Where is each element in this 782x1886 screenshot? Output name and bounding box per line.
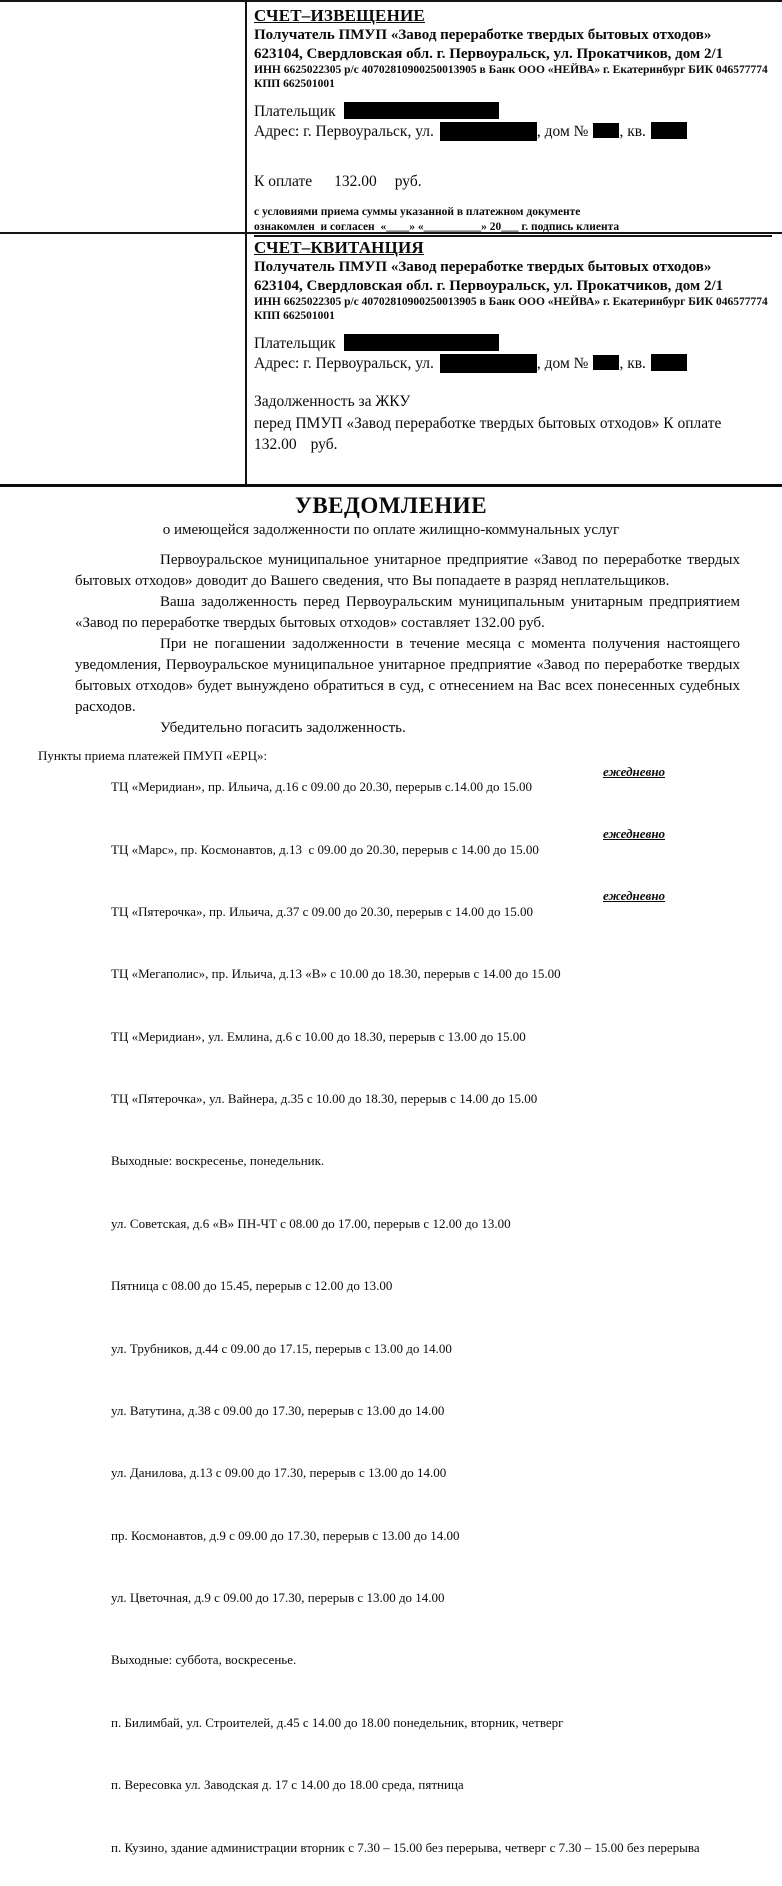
daily-schedule-note: ежедневно — [603, 888, 666, 904]
daily-schedule-note: ежедневно — [603, 763, 666, 779]
payment-point-text: ТЦ «Меридиан», пр. Ильича, д.16 с 09.00 до 20.30, перерыв с.14.00 до 15.00 — [111, 779, 533, 795]
amount-value: 132.00 — [334, 173, 377, 190]
debt-amount-row — [254, 434, 772, 456]
amount-due-row — [254, 173, 772, 191]
payment-point-row — [38, 1637, 782, 1699]
invoice-notice-content — [245, 2, 782, 232]
invoice-notice-section — [0, 2, 782, 232]
payment-point-row — [38, 1450, 782, 1512]
payment-point-text: ул. Цветочная, д.9 с 09.00 до 17.30, перерыв с 13.00 до 14.00 — [111, 1590, 445, 1606]
house-label: , дом № — [536, 355, 589, 372]
notification-title: УВЕДОМЛЕНИЕ — [294, 493, 488, 518]
redacted-apartment-number — [651, 354, 687, 371]
section-title: СЧЕТ–ИЗВЕЩЕНИЕ — [254, 6, 425, 25]
debt-amount-value: 132.00 — [254, 436, 297, 453]
notification-subtitle: о имеющейся задолженности по оплате жилищно-коммунальных услуг — [162, 522, 620, 538]
daily-schedule-note: ежедневно — [603, 825, 666, 841]
payment-point-text: Выходные: суббота, воскресенье. — [111, 1652, 297, 1668]
payment-point-text: ул. Советская, д.6 «В» ПН-ЧТ с 08.00 до 17.00, перерыв с 12.00 до 13.00 — [111, 1215, 511, 1231]
payer-row — [254, 334, 772, 354]
payment-point-row — [38, 1263, 782, 1325]
payment-point-row — [38, 1699, 782, 1761]
payment-point-row — [38, 1574, 782, 1636]
payment-point-row — [38, 826, 782, 888]
payment-point-row — [38, 1200, 782, 1262]
payment-point-row — [38, 1512, 782, 1574]
payment-point-row — [38, 1762, 782, 1824]
payment-point-row — [38, 1138, 782, 1200]
payment-point-row — [38, 1387, 782, 1449]
notification-paragraph: Первоуральское муниципальное унитарное предприятие «Завод по переработке твердых бытовых отходов» доводит до Вашего сведения, что Вы попадаете в разряд неплательщиков. — [75, 552, 740, 589]
redacted-house-number — [593, 123, 619, 138]
payer-address-prefix: Адрес: г. Первоуральск, ул. — [254, 123, 434, 140]
currency-label: руб. — [394, 173, 422, 190]
redacted-street — [440, 354, 537, 373]
payment-point-row — [38, 951, 782, 1013]
terms-signature-line: ознакомлен и согласен «____» «__________» 20___ г. подпись клиента — [254, 220, 772, 237]
payment-point-text: ТЦ «Меридиан», ул. Емлина, д.6 с 10.00 до 18.30, перерыв с 13.00 до 15.00 — [111, 1028, 526, 1044]
payer-label: Плательщик — [254, 335, 336, 352]
payment-point-row — [38, 888, 782, 950]
payment-point-row — [38, 1013, 782, 1075]
payment-point-text: Пятница с 08.00 до 15.45, перерыв с 12.00 до 13.00 — [111, 1278, 393, 1294]
payment-point-text: п. Вересовка ул. Заводская д. 17 с 14.00 до 18.00 среда, пятница — [111, 1777, 464, 1793]
invoice-receipt-section — [0, 232, 782, 487]
redacted-street — [440, 122, 537, 141]
org-address-line: 623104, Свердловская обл. г. Первоуральск, ул. Прокатчиков, дом 2/1 — [254, 278, 724, 294]
payment-point-text: п. Билимбай, ул. Строителей, д.45 с 14.00 до 18.00 понедельник, вторник, четверг — [111, 1714, 564, 1730]
notification-paragraph: При не погашении задолженности в течение месяца с момента получения настоящего уведомления, Первоуральское муниципальное унитарное предприятие «Завод по переработке твердых бытовых отходов» будет вынуждено обратиться в суд, с отнесением на Вас всех понесенных судебных расходов. — [75, 636, 740, 715]
house-label: , дом № — [536, 123, 589, 140]
payment-point-text: ТЦ «Мегаполис», пр. Ильича, д.13 «В» с 10.00 до 18.30, перерыв с 14.00 до 15.00 — [111, 966, 561, 982]
amount-label: К оплате — [254, 173, 313, 190]
debt-line-1: Задолженность за ЖКУ — [254, 393, 411, 410]
recipient-line: Получатель ПМУП «Завод переработке твердых бытовых отходов» — [254, 27, 712, 43]
payment-points-header: Пункты приема платежей ПМУП «ЕРЦ»: — [38, 748, 268, 763]
redacted-apartment-number — [651, 122, 687, 139]
section-title: СЧЕТ–КВИТАНЦИЯ — [254, 238, 424, 257]
payer-row — [254, 102, 772, 122]
apartment-label: , кв. — [619, 355, 646, 372]
payment-points-section — [0, 748, 782, 1886]
debt-block — [254, 391, 772, 456]
payment-points-list — [38, 764, 782, 1886]
invoice-receipt-content — [245, 234, 782, 484]
payment-point-text: ул. Данилова, д.13 с 09.00 до 17.30, перерыв с 13.00 до 14.00 — [111, 1465, 447, 1481]
payment-point-text: п. Кузино, здание администрации вторник с 7.30 – 15.00 без перерыва, четверг с 7.30 – 15.00 без перерыва — [111, 1839, 700, 1855]
redacted-payer-name — [344, 334, 499, 351]
notification-paragraph: Ваша задолженность перед Первоуральским муниципальным унитарным предприятием «Завод по переработке твердых бытовых отходов» составляет 132.00 руб. — [75, 594, 740, 631]
bank-details-line: ИНН 6625022305 р/с 40702810900250013905 в Банк ООО «НЕЙВА» г. Екатеринбург БИК 046577774 КПП 662501001 — [254, 296, 768, 322]
notification-paragraph: Убедительно погасить задолженность. — [160, 720, 406, 736]
payment-point-row — [38, 1325, 782, 1387]
org-address-line: 623104, Свердловская обл. г. Первоуральск, ул. Прокатчиков, дом 2/1 — [254, 46, 724, 62]
receipt-bands — [0, 0, 782, 487]
payment-point-row — [38, 1075, 782, 1137]
payment-point-text: ул. Трубников, д.44 с 09.00 до 17.15, перерыв с 13.00 до 14.00 — [111, 1340, 452, 1356]
payment-point-text: ТЦ «Пятерочка», пр. Ильича, д.37 с 09.00 до 20.30, перерыв с 14.00 до 15.00 — [111, 903, 534, 919]
terms-line-1: с условиями приема суммы указанной в платежном документе — [254, 206, 581, 218]
debt-line-2: перед ПМУП «Завод переработке твердых бытовых отходов» К оплате — [254, 414, 722, 432]
bank-details-line: ИНН 6625022305 р/с 40702810900250013905 в Банк ООО «НЕЙВА» г. Екатеринбург БИК 046577774 КПП 662501001 — [254, 64, 768, 90]
payer-label: Плательщик — [254, 103, 336, 120]
payer-address-row — [254, 354, 772, 374]
payment-point-text: ТЦ «Марс», пр. Космонавтов, д.13 с 09.00 до 20.30, перерыв с 14.00 до 15.00 — [111, 841, 539, 857]
payment-point-text: ул. Ватутина, д.38 с 09.00 до 17.30, перерыв с 13.00 до 14.00 — [111, 1402, 445, 1418]
currency-label: руб. — [310, 436, 338, 453]
recipient-line: Получатель ПМУП «Завод переработке твердых бытовых отходов» — [254, 259, 712, 275]
payment-point-row — [38, 1824, 782, 1886]
payer-address-row — [254, 122, 772, 142]
payment-point-text: Выходные: воскресенье, понедельник. — [111, 1153, 325, 1169]
apartment-label: , кв. — [619, 123, 646, 140]
payer-address-prefix: Адрес: г. Первоуральск, ул. — [254, 355, 434, 372]
payment-point-text: ТЦ «Пятерочка», ул. Вайнера, д.35 с 10.00 до 18.30, перерыв с 14.00 до 15.00 — [111, 1091, 538, 1107]
payment-point-row — [38, 764, 782, 826]
redacted-payer-name — [344, 102, 499, 119]
payment-point-text: пр. Космонавтов, д.9 с 09.00 до 17.30, перерыв с 13.00 до 14.00 — [111, 1527, 460, 1543]
notification-body — [0, 550, 782, 739]
redacted-house-number — [593, 355, 619, 370]
